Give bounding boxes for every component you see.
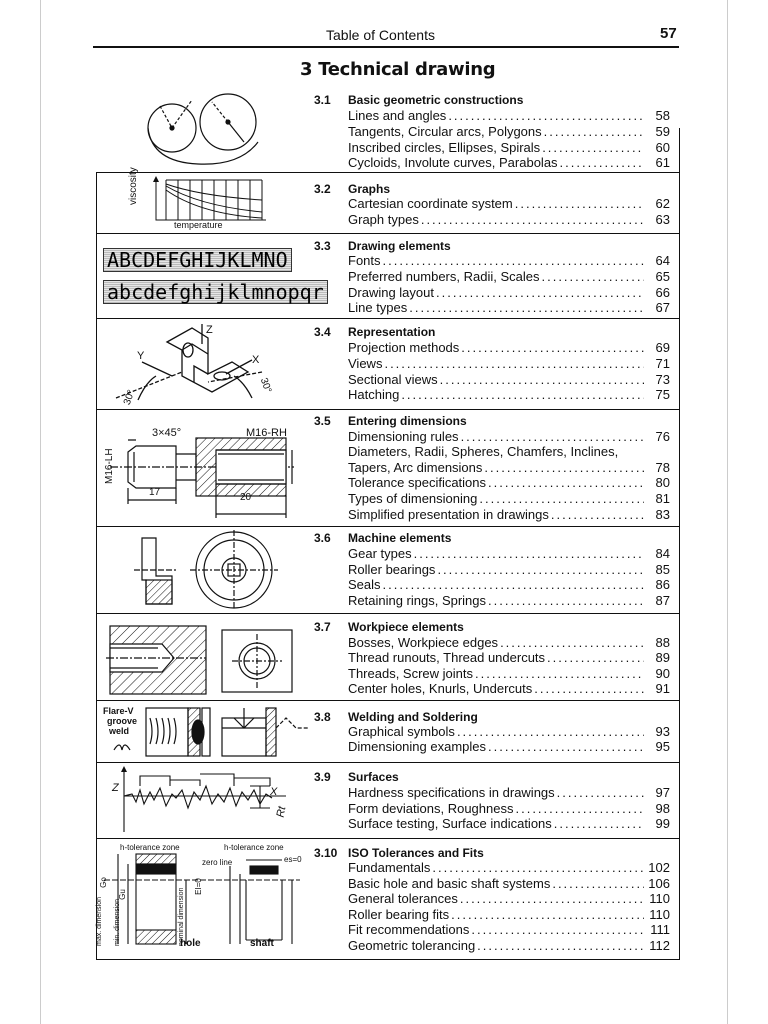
iso-axis-x: X [252,354,260,366]
entry-page: 67 [655,300,670,315]
section-title: Basic geometric constructions [348,93,524,107]
fit-htz-left: h-tolerance zone [120,843,180,852]
entry-page: 97 [655,785,670,800]
toc-entry[interactable] [348,285,670,301]
entry-page: 110 [649,907,670,922]
entry-page: 62 [655,196,670,211]
entry-page: 61 [655,155,670,170]
font-sample-lower: abcdefghijklmnopqr [103,280,328,304]
divider-3-10 [96,838,679,839]
entry-page: 73 [655,372,670,387]
section-title: Workpiece elements [348,620,464,634]
fit-htz-right: h-tolerance zone [224,843,284,852]
fit-go: Go [98,877,108,888]
entry-page: 112 [649,938,670,953]
section-number: 3.1 [314,93,331,107]
page-number: 57 [660,25,677,42]
entry-label: Tolerance specifications [348,475,487,490]
entry-label: Simplified presentation in drawings [348,507,549,522]
graph-ylabel: viscosity [128,167,139,205]
entry-page: 64 [655,253,670,268]
entry-page: 58 [655,108,670,123]
entry-page: 93 [655,724,670,739]
entry-page: 90 [655,666,670,681]
toc-entry[interactable] [348,650,670,666]
entry-label: Hardness specifications in drawings [348,785,555,800]
scan-edge-right [727,0,728,1024]
toc-entry[interactable] [348,876,670,892]
entry-label: Bosses, Workpiece edges [348,635,499,650]
section-title: Entering dimensions [348,414,467,428]
fit-ei: EI=0 [193,878,203,895]
entry-page: 81 [655,491,670,506]
entry-label: Sectional views [348,372,438,387]
dim-17-label: 17 [149,487,161,498]
entry-page: 85 [655,562,670,577]
entry-page: 63 [655,212,670,227]
toc-entry[interactable] [348,269,670,285]
entry-label: Threads, Screw joints [348,666,473,681]
entry-page: 84 [655,546,670,561]
fit-shaft-label: shaft [250,938,274,949]
entry-label: Diameters, Radii, Spheres, Chamfers, Inclines, [348,444,619,459]
entry-label: Graph types [348,212,419,227]
section-number: 3.4 [314,325,331,339]
welding-illustration [110,704,310,760]
section-title: Graphs [348,182,391,196]
surface-axis-x: X [270,786,278,798]
divider-3-3 [96,233,679,234]
entry-label: Surface testing, Surface indications [348,816,552,831]
entry-label: Gear types [348,546,412,561]
fit-zero-line: zero line [202,858,233,867]
entry-label: Views [348,356,383,371]
entry-page: 69 [655,340,670,355]
entry-label: Form deviations, Roughness [348,801,514,816]
entry-label: Tapers, Arc dimensions [348,460,483,475]
toc-entry[interactable] [348,444,670,460]
scan-edge-left [40,0,41,1024]
entry-label: Fonts [348,253,381,268]
divider-3-7 [96,613,679,614]
fit-hole-label: hole [180,938,201,949]
entry-label: Lines and angles [348,108,447,123]
toc-entry[interactable] [348,460,670,476]
entry-page: 95 [655,739,670,754]
toc-entry[interactable] [348,593,670,609]
entry-label: Tangents, Circular arcs, Polygons [348,124,542,139]
toc-entry[interactable] [348,212,670,228]
toc-entry[interactable] [348,300,670,316]
weld-label-3: weld [109,726,130,736]
toc-entry[interactable] [348,491,670,507]
machine-elements-illustration [126,530,286,612]
iso-axis-z: Z [206,324,213,336]
entry-page: 91 [655,681,670,696]
toc-entry[interactable] [348,577,670,593]
entry-page: 76 [655,429,670,444]
surface-axis-z: Z [112,782,119,794]
iso-angle-left: 30° [121,388,138,407]
page-header-title: Table of Contents [326,27,435,43]
entry-label: Fit recommendations [348,922,470,937]
entry-label: Thread runouts, Thread undercuts [348,650,546,665]
toc-entry[interactable] [348,681,670,697]
entry-page: 99 [655,816,670,831]
section-number: 3.10 [314,846,338,860]
entry-page: 89 [655,650,670,665]
entry-page: 86 [655,577,670,592]
entry-page: 87 [655,593,670,608]
section-number: 3.2 [314,182,331,196]
workpiece-illustration [106,620,296,700]
section-title: ISO Tolerances and Fits [348,846,484,860]
entry-label: Fundamentals [348,860,431,875]
toc-entry[interactable] [348,429,670,445]
entry-page: 60 [655,140,670,155]
section-number: 3.7 [314,620,331,634]
entry-label: Center holes, Knurls, Undercuts [348,681,533,696]
toc-entry[interactable] [348,938,670,954]
fit-max-dim: max. dimension [96,896,103,946]
entry-label: Hatching [348,387,400,402]
toc-entry[interactable] [348,562,670,578]
toc-entry[interactable] [348,372,670,388]
weld-label-2: groove [107,716,138,726]
entry-page: 80 [655,475,670,490]
toc-entry[interactable] [348,635,670,651]
dimensioning-illustration [106,428,298,522]
entry-page: 110 [649,891,670,906]
section-number: 3.6 [314,531,331,545]
divider-3-4 [96,318,679,319]
weld-label-1: Flare-V [103,706,134,716]
fit-min-dim: min. dimension [114,898,121,946]
entry-label: Basic hole and basic shaft systems [348,876,551,891]
bottom-rule [96,959,679,960]
toc-entry[interactable] [348,356,670,372]
toc-entry[interactable] [348,387,670,403]
toc-entry[interactable] [348,108,670,124]
toc-entry[interactable] [348,739,670,755]
graph-xlabel: temperature [174,220,223,230]
font-sample-upper: ABCDEFGHIJKLMNO [103,248,292,272]
toc-entry[interactable] [348,475,670,491]
toc-entry[interactable] [348,724,670,740]
section-number: 3.9 [314,770,331,784]
dim-chamfer-label: 3×45° [152,427,182,439]
entry-label: Preferred numbers, Radii, Scales [348,269,540,284]
iso-axis-y: Y [137,350,145,362]
entry-label: Inscribed circles, Ellipses, Spirals [348,140,541,155]
entry-page: 88 [655,635,670,650]
entry-page: 111 [650,922,670,937]
toc-entry[interactable] [348,253,670,269]
toc-entry[interactable] [348,196,670,212]
header-rule [93,46,679,48]
toc-entry[interactable] [348,140,670,156]
entry-page: 106 [648,876,670,891]
toc-entry[interactable] [348,507,670,523]
entry-label: Drawing layout [348,285,434,300]
section-title: Drawing elements [348,239,451,253]
toc-entry[interactable] [348,922,670,938]
section-title: Machine elements [348,531,452,545]
entry-page: 71 [655,356,670,371]
entry-page: 59 [655,124,670,139]
entry-page: 83 [655,507,670,522]
toc-entry[interactable] [348,891,670,907]
toc-entry[interactable] [348,860,670,876]
fit-es: es=0 [284,855,302,864]
entry-label: Dimensioning examples [348,739,487,754]
section-title: Surfaces [348,770,399,784]
right-frame [679,128,680,960]
fit-gu: Gu [117,889,127,900]
entry-page: 66 [655,285,670,300]
section-number: 3.3 [314,239,331,253]
toc-entry[interactable] [348,907,670,923]
surface-rt-label: Rt [274,805,289,819]
entry-label: Geometric tolerancing [348,938,476,953]
entry-page: 102 [648,860,670,875]
divider-3-6 [96,526,679,527]
entry-label: General tolerances [348,891,458,906]
dim-thread-label: M16-RH [246,427,287,439]
entry-label: Roller bearings [348,562,436,577]
entry-label: Graphical symbols [348,724,455,739]
iso-angle-right: 30° [257,376,274,395]
dim-20-label: 20 [240,492,252,503]
entry-page [646,444,670,460]
toc-entry[interactable] [348,155,670,171]
section-title: Representation [348,325,436,339]
divider-3-9 [96,762,679,763]
left-frame [96,172,97,960]
entry-label: Line types [348,300,408,315]
toc-entry[interactable] [348,785,670,801]
entry-page: 98 [655,801,670,816]
dim-thread-lh-label: M16-LH [104,448,115,484]
chapter-title: 3 Technical drawing [300,59,496,80]
section-number: 3.5 [314,414,331,428]
geometric-constructions-illustration [140,90,280,168]
section-title: Welding and Soldering [348,710,478,724]
entry-label: Retaining rings, Springs [348,593,487,608]
divider-3-8 [96,700,679,701]
divider-3-5 [96,409,679,410]
toc-entry[interactable] [348,546,670,562]
toc-entry[interactable] [348,801,670,817]
entry-label: Cartesian coordinate system [348,196,513,211]
entry-label: Dimensioning rules [348,429,459,444]
entry-label: Types of dimensioning [348,491,478,506]
surface-roughness-illustration [110,766,300,836]
entry-label: Projection methods [348,340,460,355]
entry-page: 65 [655,269,670,284]
entry-page: 78 [655,460,670,475]
entry-label: Seals [348,577,381,592]
section-number: 3.8 [314,710,331,724]
entry-label: Roller bearing fits [348,907,450,922]
entry-label: Cycloids, Involute curves, Parabolas [348,155,558,170]
toc-entry[interactable] [348,124,670,140]
toc-entry[interactable] [348,340,670,356]
toc-entry[interactable] [348,666,670,682]
entry-page: 75 [655,387,670,402]
divider-3-2 [96,172,679,173]
fit-nominal-dim: nominal dimension [178,887,185,946]
toc-entry[interactable] [348,816,670,832]
